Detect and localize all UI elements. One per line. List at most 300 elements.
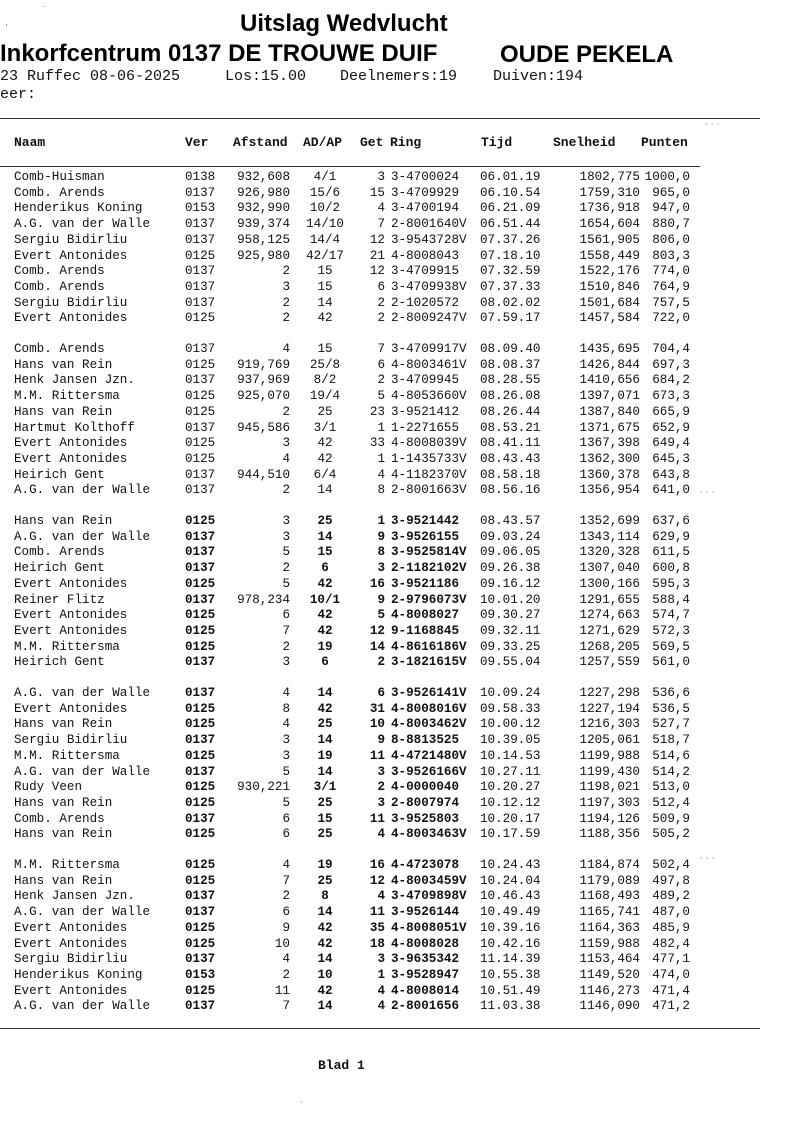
cell-punten: 880,7 <box>652 217 690 232</box>
cell-ring: 3-4709929 <box>391 185 460 200</box>
table-row <box>0 921 800 936</box>
cell-punten: 518,7 <box>652 733 690 748</box>
cell-snelheid: 1164,363 <box>579 920 640 935</box>
cell-ver: 0137 <box>185 889 216 904</box>
cell-get: 8 <box>377 545 385 560</box>
cell-punten: 471,2 <box>652 999 690 1014</box>
cell-adap: 25/8 <box>309 357 341 372</box>
cell-adap: 19 <box>317 748 333 763</box>
scan-speck: · · · <box>700 488 715 498</box>
table-row <box>0 812 800 827</box>
cell-snelheid: 1356,954 <box>579 483 640 498</box>
cell-tijd: 06.51.44 <box>480 217 541 232</box>
cell-naam: Evert Antonides <box>14 248 128 263</box>
cell-afstand: 978,234 <box>237 592 290 607</box>
cell-get: 12 <box>369 232 385 247</box>
cell-ver: 0137 <box>185 217 216 232</box>
cell-afstand: 932,990 <box>237 201 290 216</box>
cell-get: 18 <box>369 936 385 951</box>
cell-tijd: 09.30.27 <box>480 608 541 623</box>
cell-naam: Hans van Rein <box>14 404 113 419</box>
cell-naam: Sergiu Bidirliu <box>14 733 128 748</box>
cell-ver: 0137 <box>185 264 216 279</box>
cell-afstand: 2 <box>282 311 290 326</box>
cell-snelheid: 1159,988 <box>579 936 640 951</box>
table-row <box>0 514 800 529</box>
column-header-tijd: Tijd <box>481 135 513 150</box>
cell-adap: 10 <box>317 967 333 982</box>
table-row <box>0 999 800 1014</box>
cell-get: 14 <box>369 639 385 654</box>
cell-naam: Comb. Arends <box>14 811 105 826</box>
cell-afstand: 6 <box>282 811 290 826</box>
cell-ver: 0137 <box>185 420 216 435</box>
cell-adap: 42 <box>317 920 333 935</box>
cell-afstand: 5 <box>282 795 290 810</box>
cell-tijd: 08.02.02 <box>480 295 541 310</box>
column-header-adap: AD/AP <box>303 135 343 150</box>
cell-afstand: 11 <box>274 983 290 998</box>
table-row <box>0 765 800 780</box>
cell-punten: 569,5 <box>652 639 690 654</box>
cell-snelheid: 1184,874 <box>579 858 640 872</box>
cell-ring: 4-8616186V <box>391 639 467 654</box>
cell-punten: 965,0 <box>652 185 690 200</box>
table-row <box>0 342 800 357</box>
cell-naam: Heirich Gent <box>14 467 105 482</box>
cell-naam: Evert Antonides <box>14 983 128 998</box>
cell-punten: 722,0 <box>652 311 690 326</box>
cell-naam: Evert Antonides <box>14 576 128 591</box>
cell-get: 12 <box>369 873 385 888</box>
cell-ring: 3-9521186 <box>391 576 460 591</box>
table-row <box>0 436 800 451</box>
cell-afstand: 925,980 <box>237 248 290 263</box>
cell-ring: 4-0000040 <box>391 780 460 795</box>
cell-get: 21 <box>369 248 385 263</box>
cell-get: 9 <box>377 592 385 607</box>
cell-snelheid: 1522,176 <box>579 264 640 279</box>
cell-afstand: 926,980 <box>237 185 290 200</box>
cell-punten: 697,3 <box>652 357 690 372</box>
cell-get: 1 <box>377 967 385 982</box>
cell-get: 2 <box>377 780 385 795</box>
cell-get: 3 <box>377 561 385 576</box>
cell-ver: 0137 <box>185 342 216 356</box>
cell-naam: A.G. van der Walle <box>14 529 151 544</box>
cell-adap: 14/10 <box>306 217 344 232</box>
cell-ring: 3-4709898V <box>391 889 467 904</box>
release-time: Los:15.00 <box>225 68 307 85</box>
table-row <box>0 405 800 420</box>
cell-snelheid: 1165,741 <box>579 905 640 920</box>
cell-snelheid: 1410,656 <box>579 373 640 388</box>
table-row <box>0 874 800 889</box>
cell-tijd: 08.26.44 <box>480 404 541 419</box>
cell-ring: 3-4709917V <box>391 342 467 356</box>
cell-ver: 0137 <box>185 999 216 1014</box>
cell-tijd: 10.20.27 <box>480 780 541 795</box>
cell-afstand: 7 <box>282 999 290 1014</box>
cell-naam: A.G. van der Walle <box>14 999 151 1014</box>
table-row <box>0 858 800 873</box>
cell-ring: 3-4700194 <box>391 201 460 216</box>
cell-ring: 3-1821615V <box>391 655 467 670</box>
location: OUDE PEKELA <box>500 41 674 68</box>
cell-get: 5 <box>377 389 385 404</box>
cell-punten: 588,4 <box>652 592 690 607</box>
cell-snelheid: 1371,675 <box>579 420 640 435</box>
cell-snelheid: 1736,918 <box>579 201 640 216</box>
cell-ring: 1-2271655 <box>391 420 460 435</box>
cell-ver: 0137 <box>185 561 216 576</box>
cell-afstand: 930,221 <box>237 780 290 795</box>
cell-tijd: 09.32.11 <box>480 623 541 638</box>
cell-adap: 42 <box>317 451 333 466</box>
cell-snelheid: 1198,021 <box>579 780 640 795</box>
cell-naam: Evert Antonides <box>14 920 128 935</box>
cell-get: 16 <box>369 576 385 591</box>
cell-ver: 0125 <box>185 311 216 326</box>
cell-tijd: 08.09.40 <box>480 342 541 356</box>
cell-snelheid: 1501,684 <box>579 295 640 310</box>
cell-adap: 42/17 <box>306 248 344 263</box>
cell-naam: Henderikus Koning <box>14 967 143 982</box>
cell-snelheid: 1257,559 <box>579 655 640 670</box>
cell-snelheid: 1153,464 <box>579 952 640 967</box>
column-header-afstand: Afstand <box>233 135 288 150</box>
cell-adap: 6 <box>321 561 329 576</box>
cell-naam: A.G. van der Walle <box>14 217 151 232</box>
cell-get: 11 <box>369 905 385 920</box>
cell-ver: 0137 <box>185 655 216 670</box>
cell-ver: 0125 <box>185 748 216 763</box>
cell-get: 1 <box>377 451 385 466</box>
cell-snelheid: 1561,905 <box>579 232 640 247</box>
cell-ring: 4-8003463V <box>391 827 467 842</box>
cell-ring: 3-4709938V <box>391 279 467 294</box>
scan-speck: · · · <box>700 854 715 864</box>
cell-naam: Comb. Arends <box>14 342 105 356</box>
cell-ring: 3-4700024 <box>391 170 460 184</box>
cell-tijd: 08.08.37 <box>480 357 541 372</box>
cell-punten: 474,0 <box>652 967 690 982</box>
table-row <box>0 468 800 483</box>
cell-punten: 600,8 <box>652 561 690 576</box>
cell-ring: 3-9521442 <box>391 514 460 528</box>
cell-adap: 14 <box>317 952 333 967</box>
cell-punten: 487,0 <box>652 905 690 920</box>
cell-afstand: 10 <box>274 936 290 951</box>
cell-punten: 489,2 <box>652 889 690 904</box>
cell-punten: 561,0 <box>652 655 690 670</box>
cell-punten: 673,3 <box>652 389 690 404</box>
cell-snelheid: 1300,166 <box>579 576 640 591</box>
cell-snelheid: 1367,398 <box>579 436 640 451</box>
cell-get: 4 <box>377 201 385 216</box>
cell-adap: 3/1 <box>313 420 337 435</box>
cell-afstand: 4 <box>282 342 290 356</box>
cell-ring: 3-9635342 <box>391 952 460 967</box>
cell-ver: 0153 <box>185 201 216 216</box>
cell-ring: 3-9525803 <box>391 811 460 826</box>
cell-ring: 3-9543728V <box>391 232 467 247</box>
table-row <box>0 545 800 560</box>
cell-punten: 947,0 <box>652 201 690 216</box>
cell-tijd: 10.20.17 <box>480 811 541 826</box>
cell-afstand: 3 <box>282 529 290 544</box>
cell-afstand: 4 <box>282 451 290 466</box>
cell-afstand: 3 <box>282 279 290 294</box>
cell-punten: 803,3 <box>652 248 690 263</box>
cell-get: 1 <box>377 420 385 435</box>
cell-adap: 14 <box>317 999 333 1014</box>
cell-punten: 757,5 <box>652 295 690 310</box>
cell-naam: A.G. van der Walle <box>14 483 151 498</box>
cell-get: 7 <box>377 342 385 356</box>
pigeons-count: Duiven:194 <box>493 68 584 85</box>
cell-get: 2 <box>377 655 385 670</box>
cell-adap: 14 <box>317 483 333 498</box>
cell-get: 31 <box>369 701 385 716</box>
cell-adap: 42 <box>317 623 333 638</box>
cell-get: 4 <box>377 827 385 842</box>
cell-get: 2 <box>377 295 385 310</box>
cell-ring: 2-8001640V <box>391 217 467 232</box>
cell-punten: 684,2 <box>652 373 690 388</box>
cell-snelheid: 1352,699 <box>579 514 640 528</box>
cell-get: 9 <box>377 733 385 748</box>
cell-punten: 477,1 <box>652 952 690 967</box>
cell-tijd: 06.10.54 <box>480 185 541 200</box>
cell-ring: 4-8008051V <box>391 920 467 935</box>
cell-tijd: 10.46.43 <box>480 889 541 904</box>
cell-tijd: 10.12.12 <box>480 795 541 810</box>
cell-get: 4 <box>377 983 385 998</box>
cell-afstand: 937,969 <box>237 373 290 388</box>
cell-get: 12 <box>369 264 385 279</box>
cell-ver: 0125 <box>185 248 216 263</box>
cell-tijd: 10.01.20 <box>480 592 541 607</box>
cell-naam: Hans van Rein <box>14 795 113 810</box>
cell-adap: 10/1 <box>309 592 341 607</box>
cell-afstand: 2 <box>282 889 290 904</box>
cell-naam: Hans van Rein <box>14 873 113 888</box>
cell-naam: A.G. van der Walle <box>14 905 151 920</box>
cell-adap: 19/4 <box>309 389 341 404</box>
cell-tijd: 07.37.26 <box>480 232 541 247</box>
cell-naam: Comb. Arends <box>14 545 105 560</box>
cell-ver: 0137 <box>185 279 216 294</box>
cell-snelheid: 1227,298 <box>579 686 640 700</box>
cell-snelheid: 1227,194 <box>579 701 640 716</box>
cell-punten: 637,6 <box>652 514 690 528</box>
cell-get: 1 <box>377 514 385 528</box>
cell-ver: 0137 <box>185 733 216 748</box>
cell-ver: 0125 <box>185 623 216 638</box>
cell-afstand: 939,374 <box>237 217 290 232</box>
cell-afstand: 6 <box>282 608 290 623</box>
cell-ver: 0125 <box>185 404 216 419</box>
table-row <box>0 217 800 232</box>
cell-snelheid: 1179,089 <box>579 873 640 888</box>
cell-adap: 42 <box>317 311 333 326</box>
cell-ver: 0125 <box>185 357 216 372</box>
cell-afstand: 3 <box>282 436 290 451</box>
cell-ring: 2-8001656 <box>391 999 460 1014</box>
cell-naam: Evert Antonides <box>14 608 128 623</box>
cell-adap: 14 <box>317 295 333 310</box>
table-row <box>0 624 800 639</box>
cell-afstand: 2 <box>282 483 290 498</box>
cell-naam: Evert Antonides <box>14 701 128 716</box>
cell-tijd: 07.32.59 <box>480 264 541 279</box>
cell-ring: 2-1020572 <box>391 295 460 310</box>
cell-ver: 0137 <box>185 905 216 920</box>
cell-ring: 4-8003459V <box>391 873 467 888</box>
cell-ver: 0125 <box>185 936 216 951</box>
cell-punten: 643,8 <box>652 467 690 482</box>
cell-snelheid: 1146,273 <box>579 983 640 998</box>
cell-naam: Evert Antonides <box>14 436 128 451</box>
cell-adap: 42 <box>317 608 333 623</box>
cell-afstand: 4 <box>282 858 290 872</box>
cell-punten: 611,5 <box>652 545 690 560</box>
cell-adap: 42 <box>317 983 333 998</box>
cell-ver: 0137 <box>185 529 216 544</box>
cell-get: 6 <box>377 686 385 700</box>
cell-ring: 4-8008027 <box>391 608 460 623</box>
column-header-snelheid: Snelheid <box>553 135 616 150</box>
cell-get: 5 <box>377 608 385 623</box>
table-row <box>0 952 800 967</box>
cell-naam: M.M. Rittersma <box>14 639 120 654</box>
scan-speck: , <box>5 18 8 28</box>
cell-punten: 497,8 <box>652 873 690 888</box>
cell-tijd: 09.26.38 <box>480 561 541 576</box>
table-row <box>0 968 800 983</box>
table-row <box>0 373 800 388</box>
weather-label: eer: <box>0 86 37 103</box>
cell-ver: 0137 <box>185 483 216 498</box>
cell-adap: 14 <box>317 764 333 779</box>
cell-naam: Evert Antonides <box>14 311 128 326</box>
cell-adap: 25 <box>317 404 333 419</box>
cell-tijd: 09.06.05 <box>480 545 541 560</box>
cell-ring: 2-8009247V <box>391 311 467 326</box>
cell-punten: 652,9 <box>652 420 690 435</box>
cell-get: 6 <box>377 357 385 372</box>
table-row <box>0 827 800 842</box>
cell-naam: Henderikus Koning <box>14 201 143 216</box>
table-row <box>0 717 800 732</box>
cell-tijd: 07.37.33 <box>480 279 541 294</box>
cell-adap: 8 <box>321 889 329 904</box>
cell-afstand: 3 <box>282 655 290 670</box>
cell-tijd: 09.33.25 <box>480 639 541 654</box>
table-row <box>0 702 800 717</box>
cell-snelheid: 1435,695 <box>579 342 640 356</box>
cell-ring: 3-4709945 <box>391 373 460 388</box>
cell-ver: 0125 <box>185 827 216 842</box>
cell-snelheid: 1197,303 <box>579 795 640 810</box>
column-header-get: Get <box>360 135 384 150</box>
cell-punten: 514,2 <box>652 764 690 779</box>
cell-tijd: 10.24.43 <box>480 858 541 872</box>
cell-snelheid: 1199,430 <box>579 764 640 779</box>
cell-ring: 9-1168845 <box>391 623 460 638</box>
cell-ver: 0125 <box>185 701 216 716</box>
cell-snelheid: 1397,071 <box>579 389 640 404</box>
cell-tijd: 08.53.21 <box>480 420 541 435</box>
cell-tijd: 10.39.16 <box>480 920 541 935</box>
cell-snelheid: 1360,378 <box>579 467 640 482</box>
cell-snelheid: 1188,356 <box>579 827 640 842</box>
cell-get: 6 <box>377 279 385 294</box>
table-row <box>0 733 800 748</box>
cell-afstand: 4 <box>282 686 290 700</box>
cell-afstand: 6 <box>282 905 290 920</box>
table-row <box>0 201 800 216</box>
cell-naam: Evert Antonides <box>14 451 128 466</box>
cell-get: 11 <box>369 811 385 826</box>
cell-ver: 0137 <box>185 764 216 779</box>
cell-tijd: 10.27.11 <box>480 764 541 779</box>
cell-snelheid: 1802,775 <box>579 170 640 184</box>
cell-ver: 0125 <box>185 639 216 654</box>
cell-adap: 8/2 <box>313 373 337 388</box>
table-row <box>0 483 800 498</box>
bottom-divider <box>0 1028 760 1029</box>
cell-naam: Evert Antonides <box>14 623 128 638</box>
scan-speck: · · · <box>705 120 720 130</box>
cell-adap: 15/6 <box>309 185 341 200</box>
cell-ver: 0125 <box>185 576 216 591</box>
column-header-naam: Naam <box>14 135 46 150</box>
cell-snelheid: 1387,840 <box>579 404 640 419</box>
cell-ring: 4-8053660V <box>391 389 467 404</box>
participants-count: Deelnemers:19 <box>340 68 458 85</box>
cell-afstand: 2 <box>282 639 290 654</box>
cell-afstand: 925,070 <box>237 389 290 404</box>
cell-afstand: 6 <box>282 827 290 842</box>
cell-naam: A.G. van der Walle <box>14 686 151 700</box>
table-row <box>0 796 800 811</box>
cell-snelheid: 1307,040 <box>579 561 640 576</box>
cell-snelheid: 1558,449 <box>579 248 640 263</box>
cell-snelheid: 1320,328 <box>579 545 640 560</box>
cell-get: 2 <box>377 373 385 388</box>
cell-punten: 645,3 <box>652 451 690 466</box>
cell-ver: 0153 <box>185 967 216 982</box>
table-row <box>0 296 800 311</box>
cell-get: 10 <box>369 717 385 732</box>
cell-ring: 3-9521412 <box>391 404 460 419</box>
cell-adap: 6 <box>321 655 329 670</box>
cell-naam: Henk Jansen Jzn. <box>14 889 135 904</box>
table-row <box>0 780 800 795</box>
cell-naam: Rudy Veen <box>14 780 83 795</box>
cell-punten: 536,5 <box>652 701 690 716</box>
cell-naam: Heirich Gent <box>14 655 105 670</box>
cell-get: 12 <box>369 623 385 638</box>
table-row <box>0 984 800 999</box>
cell-punten: 485,9 <box>652 920 690 935</box>
cell-punten: 536,6 <box>652 686 690 700</box>
cell-adap: 14 <box>317 686 333 700</box>
cell-snelheid: 1457,584 <box>579 311 640 326</box>
cell-get: 33 <box>369 436 385 451</box>
